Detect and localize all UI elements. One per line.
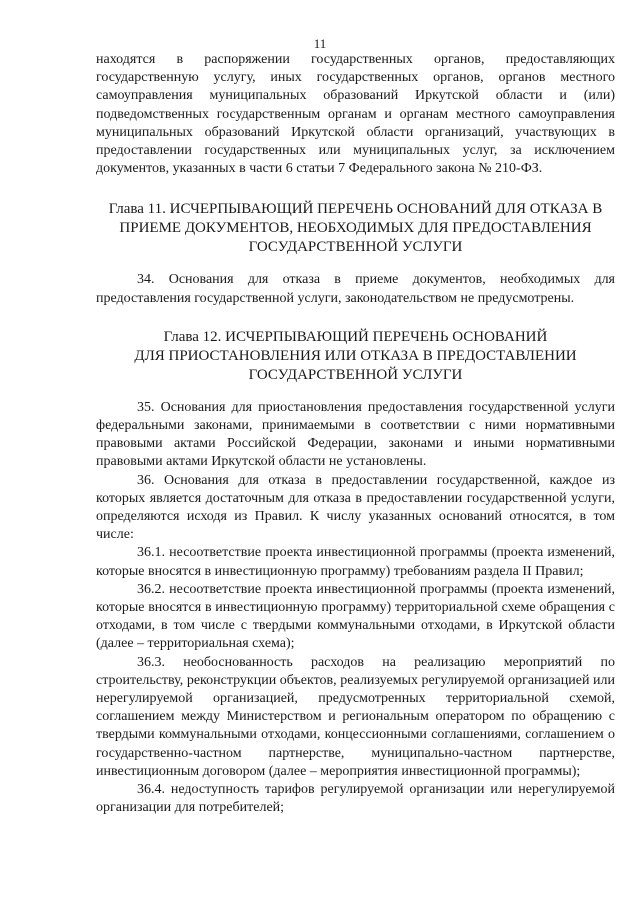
- chapter-heading: [96, 328, 615, 385]
- chapter-heading-line: ГОСУДАРСТВЕННОЙ УСЛУГИ: [248, 366, 463, 383]
- paragraph: 36.1. несоответствие проекта инвестиционной программы (проекта изменений, которые вносятся в инвестиционную программу) требованиям раздела II Правил;: [96, 545, 615, 579]
- chapter-heading-line: ГОСУДАРСТВЕННОЙ УСЛУГИ: [248, 239, 463, 256]
- paragraph: находятся в распоряжении государственных органов, предоставляющих государственную услугу, иных государственных органов, органов местного самоуправления муниципальных образований Иркутской области и (или) подведомственных государственным органам и органам местного самоуправления муниципальных образований Иркутской области организаций, участвующих в предоставлении государственных или муниципальных услуг, за исключением документов, указанных в части 6 статьи 7 Федерального закона № 210-ФЗ.: [96, 52, 615, 177]
- document-body: [96, 51, 615, 818]
- chapter-heading-line: Глава 11. ИСЧЕРПЫВАЮЩИЙ ПЕРЕЧЕНЬ ОСНОВАНИЙ ДЛЯ ОТКАЗА В: [108, 201, 603, 218]
- chapter-heading-line: ПРИЕМЕ ДОКУМЕНТОВ, НЕОБХОДИМЫХ ДЛЯ ПРЕДОСТАВЛЕНИЯ: [119, 220, 592, 237]
- chapter-heading: [96, 200, 615, 257]
- chapter-heading-line: ДЛЯ ПРИОСТАНОВЛЕНИЯ ИЛИ ОТКАЗА В ПРЕДОСТАВЛЕНИИ: [134, 347, 577, 364]
- paragraph: 34. Основания для отказа в приеме документов, необходимых для предоставления государственной услуги, законодательством не предусмотрены.: [96, 272, 615, 306]
- paragraph: 36.3. необоснованность расходов на реализацию мероприятий по строительству, реконструкции объектов, реализуемых регулируемой организацией или нерегулируемой организацией, предусмотренных территориальной схемой, соглашением между Министерством и региональным оператором по обращению с твердыми коммунальными отходами, концессионными соглашениями, соглашением о государственно-частном партнерстве, муниципально-частном партнерстве, инвестиционным договором (далее – мероприятия инвестиционной программы);: [96, 654, 615, 779]
- page-number: 11: [313, 36, 327, 51]
- paragraph: 36.2. несоответствие проекта инвестиционной программы (проекта изменений, которые вносятся в инвестиционную программу) территориальной схеме обращения с отходами, в том числе с твердыми коммунальными отходами, в Иркутской области (далее – территориальная схема);: [96, 581, 615, 652]
- chapter-heading-line: Глава 12. ИСЧЕРПЫВАЮЩИЙ ПЕРЕЧЕНЬ ОСНОВАНИЙ: [163, 328, 548, 345]
- paragraph: 36. Основания для отказа в предоставлении государственной, каждое из которых является достаточным для отказа в предоставлении государственной услуги, определяются исходя из Правил. К числу указанных оснований относятся, в том числе:: [96, 472, 615, 543]
- paragraph: 35. Основания для приостановления предоставления государственной услуги федеральными законами, принимаемыми в соответствии с ними нормативными правовыми актами Российской Федерации, законами и иными нормативными правовыми актами Иркутской области не установлены.: [96, 399, 615, 470]
- paragraph: 36.4. недоступность тарифов регулируемой организации или нерегулируемой организации для потребителей;: [96, 782, 615, 816]
